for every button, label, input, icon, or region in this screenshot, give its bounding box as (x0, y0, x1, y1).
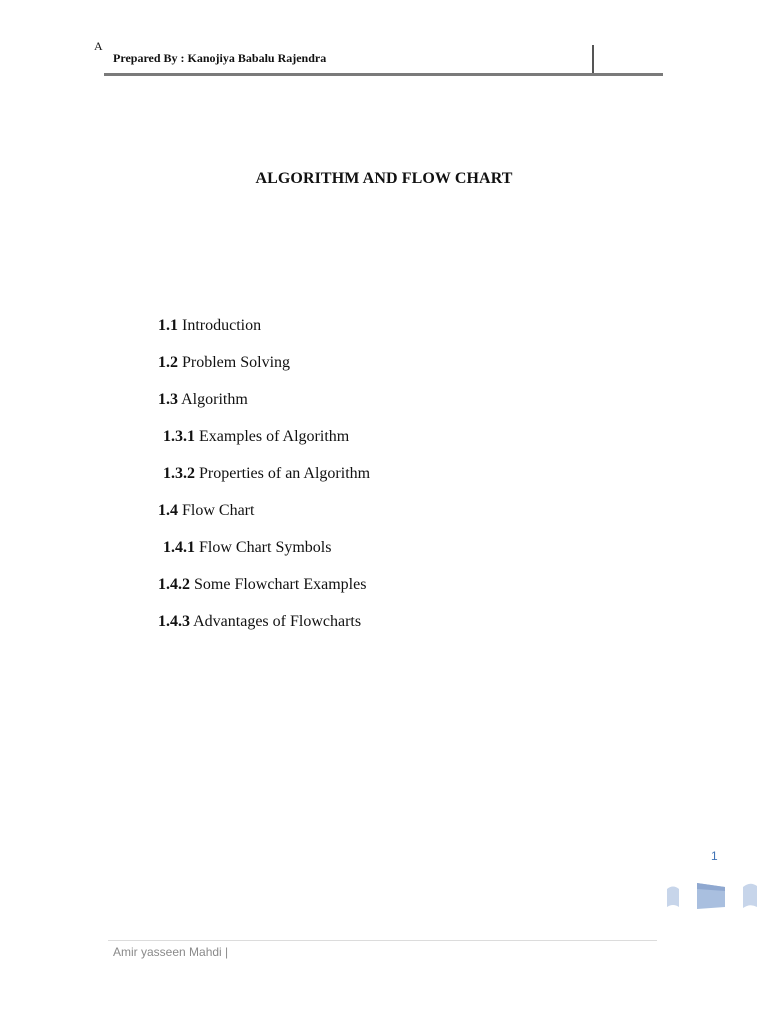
toc-label: Examples of Algorithm (195, 428, 350, 445)
footer-author: Amir yasseen Mahdi | (113, 945, 229, 959)
prepared-by-header: Prepared By : Kanojiya Babalu Rajendra (113, 51, 327, 65)
toc-number: 1.4.3 (158, 613, 190, 630)
toc-label: Algorithm (178, 391, 248, 408)
toc-label: Flow Chart Symbols (195, 539, 332, 556)
toc-label: Some Flowchart Examples (190, 576, 367, 593)
toc-item-1-2 (158, 353, 370, 390)
toc-item-1-4-2 (158, 575, 370, 612)
page-tab-decoration (667, 881, 757, 911)
toc-label: Properties of an Algorithm (195, 465, 371, 482)
header-rule (104, 73, 663, 76)
document-title: ALGORITHM AND FLOW CHART (255, 170, 513, 187)
toc-number: 1.2 (158, 354, 178, 371)
toc-label: Advantages of Flowcharts (190, 613, 362, 630)
toc-number: 1.4.2 (158, 576, 190, 593)
toc-label: Flow Chart (178, 502, 255, 519)
toc-item-1-3 (158, 390, 370, 427)
toc-number: 1.3.2 (163, 465, 195, 482)
toc-number: 1.4 (158, 502, 178, 519)
table-of-contents (158, 316, 370, 649)
toc-item-1-3-1 (158, 427, 370, 464)
toc-number: 1.4.1 (163, 539, 195, 556)
toc-item-1-3-2 (158, 464, 370, 501)
toc-number: 1.1 (158, 317, 178, 334)
toc-item-1-1 (158, 316, 370, 353)
toc-item-1-4-1 (158, 538, 370, 575)
toc-item-1-4 (158, 501, 370, 538)
toc-item-1-4-3 (158, 612, 370, 649)
page-number: 1 (711, 849, 718, 863)
tab-left-curl (667, 887, 679, 908)
toc-label: Problem Solving (178, 354, 291, 371)
toc-number: 1.3.1 (163, 428, 195, 445)
footer-rule (108, 940, 657, 941)
toc-number: 1.3 (158, 391, 178, 408)
header-tick-divider (592, 45, 594, 75)
corner-mark: A (94, 39, 103, 53)
toc-label: Introduction (178, 317, 262, 334)
tab-right-curl (743, 884, 757, 908)
